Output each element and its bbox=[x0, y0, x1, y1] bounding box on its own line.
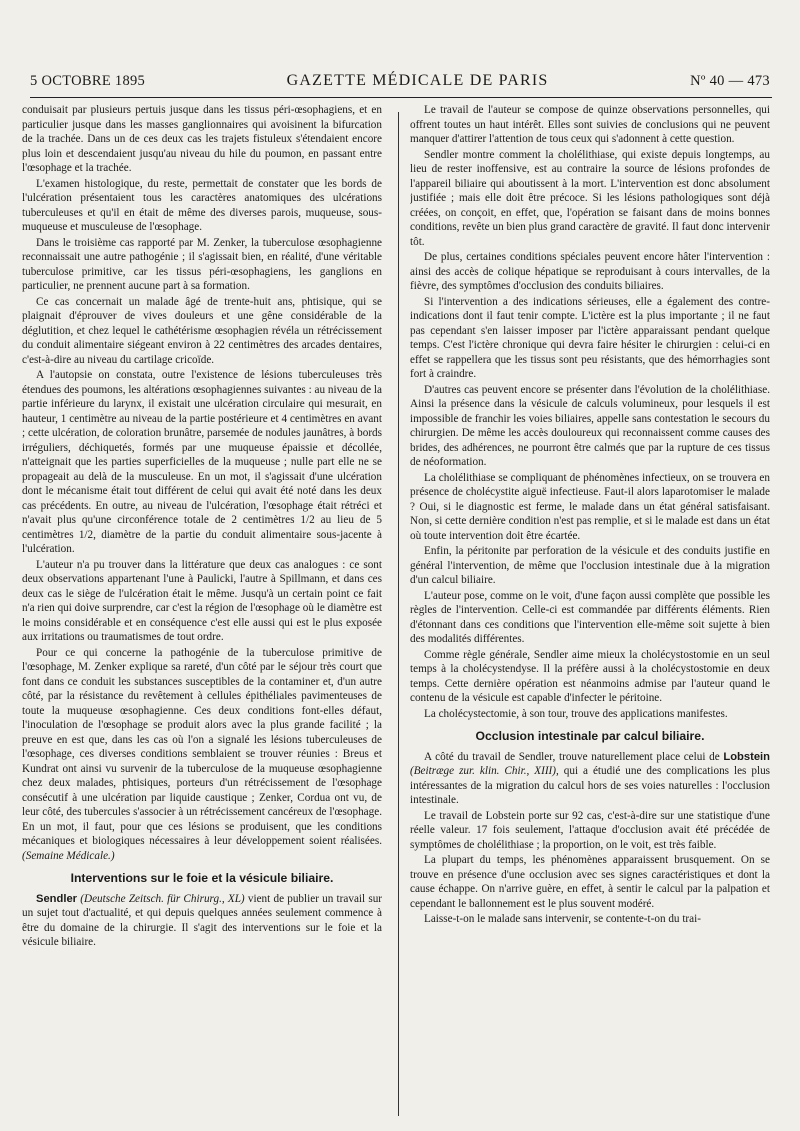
paragraph: Le travail de Lobstein porte sur 92 cas, c'est-à-dire sur une statistique d'une réelle valeur. 17 fois seulement, l'attaque d'occlusion avait été précédée de symptômes de cholélithiase ; la proportion, on le voit, est très faible. bbox=[410, 809, 770, 851]
paragraph bbox=[410, 750, 770, 808]
paragraph: Sendler montre comment la cholélithiase, qui existe depuis longtemps, au lieu de rester inoffensive, est au contraire la source de lésions profondes de l'appareil biliaire qui aboutissent à la mort. L'intervention est donc absolument justifiée ; mais elle doit être précoce. Si les lésions pathologiques sont déjà créées, on conçoit, en effet, que, l'opération se faisant dans de moins bonnes conditions, revête un bien plus grand caractère de gravité. Il faut donc intervenir tôt. bbox=[410, 148, 770, 248]
paragraph: conduisait par plusieurs pertuis jusque dans les tissus péri-œsophagiens, et en particulier jusque dans les masses ganglionnaires qui avoisinent la bifurcation de la trachée. Dans un de ces deux cas les trajets fistuleux s'étendaient encore plus loin et descendaient jusqu'au niveau du hile du poumon, en passant entre l'œsophage et la trachée. bbox=[22, 104, 382, 174]
paragraph: A l'autopsie on constata, outre l'existence de lésions tuberculeuses très étendues des poumons, les altérations œsophagiennes suivantes : au niveau de la partie inférieure du larynx, il existait une ulcération circulaire qui mesurait, en hauteur, 1 centimètre au niveau de la partie postérieure et 4 centimètres en avant ; cette ulcération, de coloration brunâtre, parsemée de nodules jaunâtres, à bords irréguliers, déchiquetés, formés par une muqueuse épaissie et décollée, n'atteignait que les parties superficielles de la muqueuse ; nulle part elle ne se propageait au delà de la musculeuse. En un mot, il s'agissait d'une ulcération dont le mécanisme était tout différent de celui qui avait été noté dans les deux cas précédents. En outre, au niveau de l'ulcération, l'œsophage était rétréci et n'avait plus qu'une circonférence totale de 2 centimètres 1/2 au lieu de 5 centimètres 1/2, diamètre de la partie du conduit alimentaire sous-jacente à l'ulcération. bbox=[22, 369, 382, 555]
paragraph: D'autres cas peuvent encore se présenter dans l'évolution de la cholélithiase. Ainsi la présence dans la vésicule de calculs volumineux, pour lesquels il est impossible de franchir les voies biliaires, appelle sans contestation le secours du chirurgien. De même les accès douloureux qui reconnaissent comme causes des brides, des adhérences, ne pourront être calmés que par la rupture de ces tissus de néoformation. bbox=[410, 383, 770, 468]
issue-date: 5 OCTOBRE 1895 bbox=[30, 73, 146, 89]
header-rule bbox=[30, 97, 772, 98]
column-divider bbox=[398, 112, 399, 1116]
author-name: Sendler bbox=[36, 892, 78, 905]
paragraph: Si l'intervention a des indications sérieuses, elle a également des contre-indications dont il faut tenir compte. L'ictère est la plus importante ; il ne faut pas cependant s'en laisser imposer par l'ictère apparaissant pendant quelque temps. C'est l'ictère chronique qui devra faire hésiter le chirurgien : celui-ci en effet se rappellera que les tissus sont peu résistants, que des hémorrhagies sont fort à craindre. bbox=[410, 295, 770, 380]
paragraph-text: Pour ce qui concerne la pathogénie de la tuberculose primitive de l'œsophage, M. Zenker explique sa rareté, d'un côté par le séjour très court que font dans ce conduit les substances susceptibles de la contaminer et, d'un autre côté, par la résistance du revêtement à cellules épithéliales pavimenteuses de toute la muqueuse œsophagienne. Ces deux conditions font-elles défaut, l'inoculation de l'œsophage se produit alors avec la plus grande facilité ; la preuve en est que, dans les cas où l'on a signalé les lésions tuberculeuses de l'œsophage, ces diverses conditions semblaient se trouver réunies : Breus et Kundrat ont ainsi vu survenir de la tuberculose de la muqueuse œsophagienne chez deux malades, phtisiques, porteurs d'un rétrécissement de l'œsophage consécutif à une ulcération par liquide caustique ; Zenker, Cordua ont vu, de leur côté, des tubercules s'associer à un rétrécissement cancéreux de l'œsophage. En un mot, il faut, pour que ces lésions se produisent, que les conditions mécaniques et biologiques nécessaires à leur développement soient réalisées. bbox=[22, 646, 382, 847]
paragraph: La plupart du temps, les phénomènes apparaissent brusquement. On se trouve en présence d'une occlusion avec ses signes caractéristiques et dont la cause échappe. On n'arrive guère, en effet, à sentir le calcul par la palpation et cependant le ballonnement est le plus souvent modéré. bbox=[410, 854, 770, 910]
paragraph bbox=[22, 646, 382, 864]
journal-reference: (Deutsche Zeitsch. für Chirurg., XL) bbox=[80, 892, 245, 905]
paragraph: Dans le troisième cas rapporté par M. Zenker, la tuberculose œsophagienne reconnaissait une autre pathogénie ; il s'agissait bien, en réalité, d'une véritable tuberculose primitive, car les tissus péri-œsophagiens, les ganglions en particulier, ne prennent aucune part à sa formation. bbox=[22, 236, 382, 292]
paragraph: L'auteur n'a pu trouver dans la littérature que deux cas analogues : ce sont deux observations appartenant l'une à Paulicki, l'autre à Spillmann, et dans ces deux cas le siège de l'ulcération était le même. Jusqu'à un certain point ce fait n'a rien qui doive surprendre, car c'est la région de l'œsophage où le diamètre est le moins considérable et en conséquence c'est elle aussi qui est le plus exposée aux irritations ou traumatismes de tout ordre. bbox=[22, 558, 382, 643]
paragraph: Laisse-t-on le malade sans intervenir, se contente-t-on du trai- bbox=[424, 913, 701, 925]
paragraph bbox=[22, 892, 382, 950]
paragraph: L'auteur pose, comme on le voit, d'une façon aussi complète que possible les règles de l'intervention. Celle-ci est commandée par différents éléments. Rien d'étonnant dans ces conditions que l'intervention elle-même soit sujette à bien des modalités différentes. bbox=[410, 589, 770, 645]
journal-reference: (Beitræge zur. klin. Chir., XIII), bbox=[410, 765, 559, 777]
left-column bbox=[22, 103, 382, 1121]
source-citation: (Semaine Médicale.) bbox=[22, 849, 115, 862]
paragraph: Le travail de l'auteur se compose de quinze observations personnelles, qui offrent toutes un haut intérêt. Elles sont suivies de conclusions qui ne peuvent manquer d'attirer l'attention de tous ceux qui s'adonnent à cette question. bbox=[410, 104, 770, 145]
paragraph: Ce cas concernait un malade âgé de trente-huit ans, phtisique, qui se plaignait d'éprouver de vives douleurs et une gêne considérable de la déglutition, et chez lequel le cathétérisme œsophagien révéla un rétrécissement du conduit alimentaire siégeant environ à 22 centimètres des arcades dentaires, c'est-à-dire au niveau du cartilage cricoïde. bbox=[22, 295, 382, 366]
paragraph-text: qui a étudié une des complications les plus intéressantes de la migration du calcul hors de ses voies naturelles : l'occlusion intestinale. bbox=[410, 765, 770, 806]
issue-number-page: Nº 40 — 473 bbox=[690, 73, 770, 89]
right-column bbox=[410, 103, 770, 1121]
paragraph: L'examen histologique, du reste, permettait de constater que les bords de l'ulcération présentaient tous les caractères anatomiques des ulcérations tuberculeuses et qu'il en était de même des diverses parois, muqueuse, sous-muqueuse et musculeuse de l'œsophage. bbox=[22, 177, 382, 233]
paragraph: De plus, certaines conditions spéciales peuvent encore hâter l'intervention : ainsi des accès de colique hépatique se reproduisant à cours intervalles, de la fièvre, des symptômes d'occlusion des conduits biliaires. bbox=[410, 251, 770, 292]
section-heading: Interventions sur le foie et la vésicule biliaire. bbox=[70, 871, 334, 885]
section-heading: Occlusion intestinale par calcul biliaire. bbox=[475, 729, 705, 743]
author-name: Lobstein bbox=[723, 750, 770, 763]
paragraph-text: A côté du travail de Sendler, trouve naturellement place celui de bbox=[424, 750, 720, 763]
paragraph: Comme règle générale, Sendler aime mieux la cholécystostomie en un seul temps à la cholécystendyse. Il la préfère aussi à la cholécystostomie en deux temps. Cette dernière opération est néanmoins admise par l'auteur quand le contenu de la vésicule est capable d'infecter le péritoine. bbox=[410, 648, 770, 704]
journal-title: GAZETTE MÉDICALE DE PARIS bbox=[286, 72, 549, 89]
paragraph: La cholélithiase se compliquant de phénomènes infectieux, on se trouvera en présence de cholécystite aiguë infectieuse. Faut-il alors laparotomiser le malade ? Oui, si le diagnostic est ferme, le malade dans un état général satisfaisant. Non, si cette dernière condition n'est pas remplie, et si le malade est dans un état où toute intervention doit être écartée. bbox=[410, 471, 770, 542]
paragraph: Enfin, la péritonite par perforation de la vésicule et des conduits justifie en général l'intervention, de même que l'occlusion intestinale due à la migration d'un calcul biliaire. bbox=[410, 545, 770, 586]
paragraph: La cholécystectomie, à son tour, trouve des applications manifestes. bbox=[424, 707, 728, 720]
page-header bbox=[30, 72, 770, 94]
paragraph-text: vient de publier un travail sur un sujet tout d'actualité, et qui depuis quelques années seulement commence à être du domaine de la chirurgie. Il s'agit des interventions sur le foie et la vésicule biliaire. bbox=[22, 892, 382, 948]
